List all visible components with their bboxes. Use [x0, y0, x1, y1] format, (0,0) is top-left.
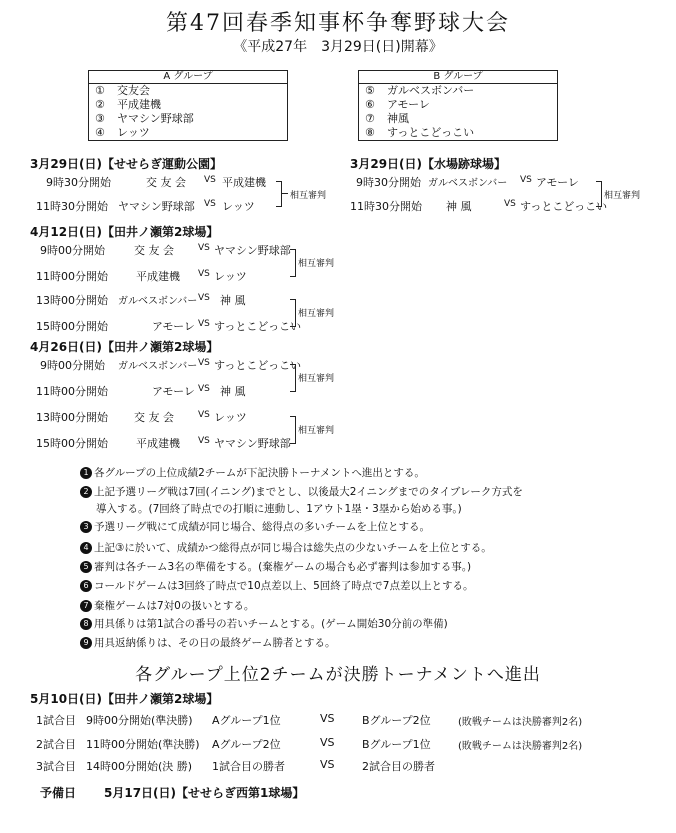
reserve-label: 予備日: [40, 786, 77, 800]
group-b-team: ⑧ すっとこどっこい: [365, 126, 475, 139]
rule-item: 9 用具返納係りは、その日の最終ゲーム勝者とする。: [80, 635, 336, 650]
mutual-umpire-label: 相互審判: [298, 259, 335, 269]
mutual-umpire-label: 相互審判: [298, 374, 335, 384]
final-heading: 5月10日(日)【田井ノ瀬第2球場】: [30, 692, 219, 706]
group-a-team: ① 交友会: [95, 84, 150, 97]
day1b-heading: 3月29日(日)【水場跡球場】: [350, 157, 507, 171]
reserve-date: 5月17日(日)【せせらぎ西第1球場】: [104, 786, 305, 800]
mutual-bracket: [596, 181, 602, 207]
rule-item: 8 用具係りは第1試合の番号の若いチームとする。(ゲーム開始30分前の準備): [80, 616, 448, 631]
mutual-bracket: [290, 249, 296, 277]
group-a-team: ② 平成建機: [95, 98, 161, 111]
page-subtitle: 《平成27年 3月29日(日)開幕》: [233, 39, 443, 55]
mutual-umpire-label: 相互審判: [290, 191, 327, 201]
mutual-umpire-label: 相互審判: [604, 191, 641, 201]
rule-item: 2 上記予選リーグ戦は7回(イニング)までとし、以後最大2イニングまでのタイブレーク方式を: [80, 484, 523, 499]
group-b-team: ⑤ ガルベスボンバー: [365, 84, 475, 97]
mutual-umpire-label: 相互審判: [298, 309, 335, 319]
page-title: 第47回春季知事杯争奪野球大会: [166, 11, 510, 36]
bracket-tail: [282, 193, 288, 194]
group-a-box: [88, 70, 288, 141]
mutual-bracket: [290, 364, 296, 392]
group-b-box: [358, 70, 558, 141]
mutual-umpire-label: 相互審判: [298, 426, 335, 436]
group-b-team: ⑦ 神風: [365, 112, 409, 125]
day2-heading: 4月12日(日)【田井ノ瀬第2球場】: [30, 225, 219, 239]
tournament-heading: 各グループ上位2チームが決勝トーナメントへ進出: [135, 665, 541, 685]
rule-item: 5 審判は各チーム3名の準備をする。(棄権ゲームの場合も必ず審判は参加する事。): [80, 559, 471, 574]
mutual-bracket: [290, 299, 296, 327]
mutual-bracket: [276, 181, 282, 207]
rule-item: 7 棄権ゲームは7対0の扱いとする。: [80, 598, 254, 613]
group-a-team: ③ ヤマシン野球部: [95, 112, 194, 125]
rule-item: 4 上記③に於いて、成績かつ総得点が同じ場合は総失点の少ないチームを上位とする。: [80, 540, 492, 555]
group-b-header: B グループ: [359, 71, 557, 84]
rule-item: 6 コールドゲームは3回終了時点で10点差以上、5回終了時点で7点差以上とする。: [80, 578, 473, 593]
group-a-team: ④ レッツ: [95, 126, 150, 139]
group-b-team: ⑥ アモーレ: [365, 98, 430, 111]
group-a-header: A グループ: [89, 71, 287, 84]
day3-heading: 4月26日(日)【田井ノ瀬第2球場】: [30, 340, 219, 354]
rule-item: 1 各グループの上位成績2チームが下記決勝トーナメントへ進出とする。: [80, 465, 425, 480]
rule-item-cont: 導入する。(7回終了時点での打順に連動し、1アウト1塁・3塁から始める事。): [96, 503, 462, 515]
day1a-heading: 3月29日(日)【せせらぎ運動公園】: [30, 157, 223, 171]
rule-item: 3 予選リーグ戦にて成績が同じ場合、総得点の多いチームを上位とする。: [80, 519, 430, 534]
mutual-bracket: [290, 416, 296, 444]
